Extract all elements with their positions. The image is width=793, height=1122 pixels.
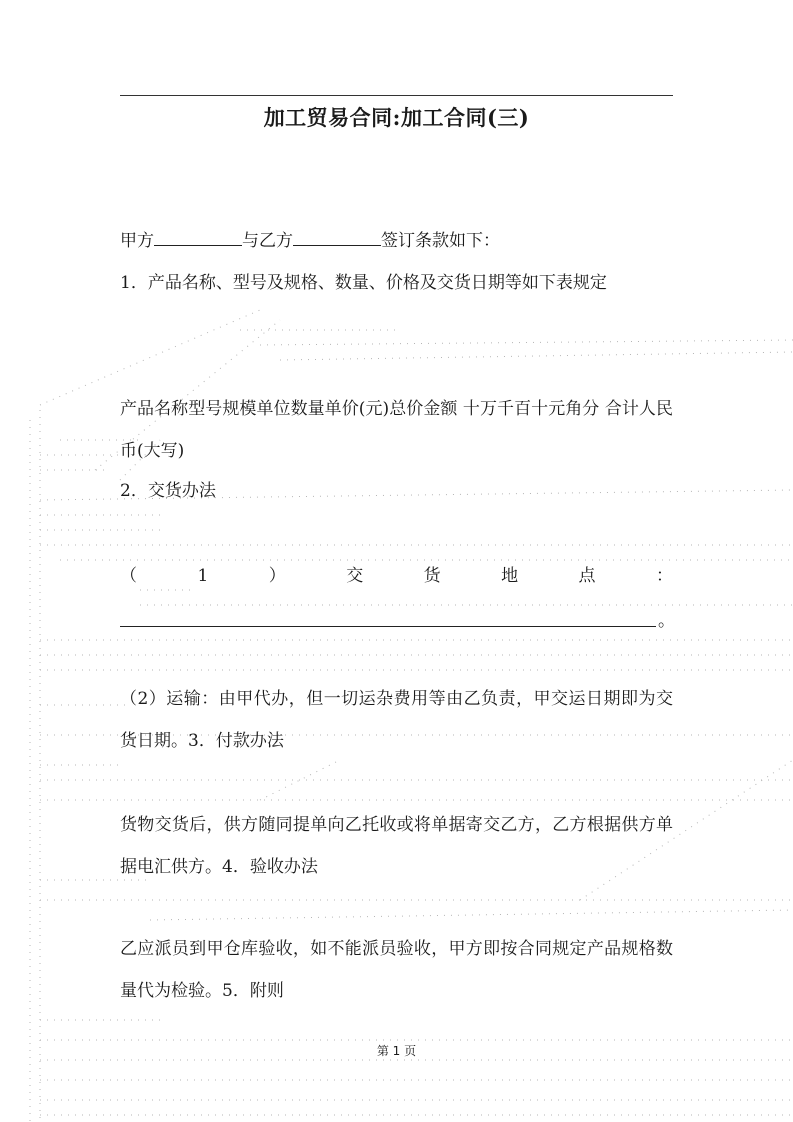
delivery-place-period: 。 — [658, 611, 675, 631]
party-a-blank — [154, 227, 242, 246]
clause-2-heading: 2．交货办法 — [120, 481, 216, 501]
document-title: 加工贸易合同:加工合同(三) — [263, 105, 530, 130]
inspection-clause: 乙应派员到甲仓库验收，如不能派员验收，甲方即按合同规定产品规格数量代为检验。5．附则 — [120, 939, 673, 1001]
delivery-char: 地 — [501, 566, 519, 586]
clause-1: 1．产品名称、型号及规格、数量、价格及交货日期等如下表规定 — [120, 273, 607, 293]
delivery-char: ） — [268, 566, 286, 586]
delivery-place-line — [120, 558, 673, 594]
party-b-label: 与乙方 — [242, 231, 293, 251]
party-a-label: 甲方 — [120, 231, 154, 251]
header-rule — [120, 95, 673, 96]
intro-line — [120, 220, 673, 262]
delivery-place-blank-row — [120, 604, 673, 634]
delivery-char: （ — [120, 566, 137, 586]
product-table-text: 产品名称型号规模单位数量单价(元)总价金额 十万千百十元角分 合计人民币(大写) — [120, 399, 673, 461]
transport-clause: （2）运输：由甲代办，但一切运杂费用等由乙负责，甲交运日期即为交货日期。3．付款办法 — [120, 689, 673, 751]
payment-clause: 货物交货后，供方随同提单向乙托收或将单据寄交乙方，乙方根据供方单据电汇供方。4．验收办法 — [120, 815, 673, 877]
delivery-place-blank — [120, 626, 656, 627]
page-number: 第 1 页 — [376, 1044, 417, 1058]
party-b-blank — [293, 227, 381, 246]
delivery-char: 点 — [578, 566, 596, 586]
agree-text: 签订条款如下： — [381, 231, 500, 251]
delivery-char: ： — [656, 566, 673, 586]
delivery-char: 货 — [423, 566, 441, 586]
delivery-char: 1 — [197, 566, 209, 586]
delivery-char: 交 — [346, 566, 364, 586]
